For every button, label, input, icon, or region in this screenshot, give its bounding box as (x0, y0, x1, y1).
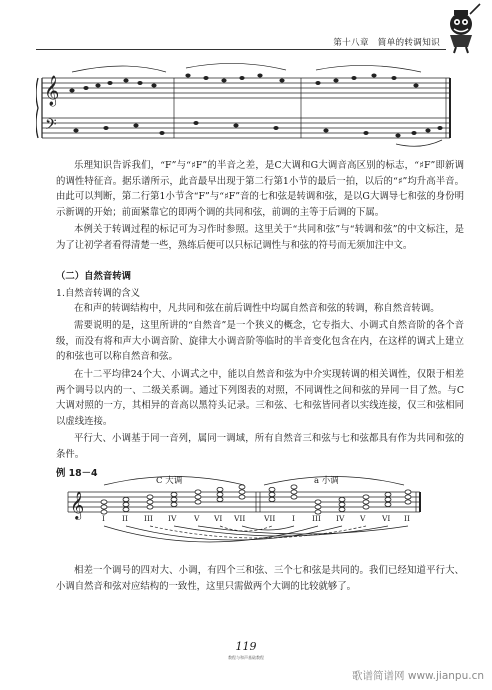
degree-label: II (122, 514, 128, 523)
paragraph-2: 本例关于转调过程的标记可为习作时参照。这里关于“共同和弦”与“转调和弦”的中文标注，是为了让初学者看得清楚一些，熟练后便可以只标记调性与和弦的符号而无须加注中文。 (56, 224, 464, 251)
key-label-a-minor: a 小调 (314, 476, 339, 486)
conductor-mascot-icon (440, 2, 482, 54)
page-header (0, 0, 492, 60)
svg-text:𝄞: 𝄞 (70, 491, 85, 519)
chapter-title: 第十八章 简单的转调知识 (333, 38, 440, 48)
degree-label: VII (234, 514, 246, 523)
degree-label: II (404, 514, 410, 523)
page-number: 119 (235, 640, 257, 653)
example-staff (64, 470, 424, 550)
section-heading: （二）自然音转调 (56, 271, 132, 282)
degree-label: I (292, 514, 295, 523)
score-top (36, 58, 456, 153)
degree-label: V (360, 514, 366, 523)
paragraph-3: 在和声的转调结构中，凡共同和弦在前后调性中均属自然音和弦的转调，称自然音转调。 (74, 303, 440, 314)
example-label: 例 18－4 (56, 468, 98, 479)
connecting-arcs (104, 526, 408, 542)
header-rule (36, 49, 446, 50)
imprint-text: 教程与和声基础教程 (228, 655, 264, 660)
paragraph-7: 相差一个调号的四对大、小调，有四个三和弦、三个七和弦是共同的。我们已经知道平行大、小调自然音和弦对应结构的一致性，这里只需做两个大调的比较就够了。 (56, 565, 464, 592)
sub-heading: 1.自然音转调的含义 (56, 288, 140, 299)
svg-text:𝄢: 𝄢 (45, 116, 57, 137)
grand-staff (36, 58, 456, 153)
svg-text:𝄞: 𝄞 (44, 76, 60, 106)
degree-label: VII (264, 514, 276, 523)
key-label-c-major: C 大调 (156, 476, 183, 486)
degree-label: III (144, 514, 153, 523)
degree-label: VI (214, 514, 223, 523)
paragraph-4: 需要说明的是，这里所讲的“自然音”是一个狭义的概念，它专指大、小调式自然音阶的各个音级，而没有将和声大小调音阶、旋律大小调音阶等临时的半音变化包含在内，在这样的调式上建立的和弦也可以称自然音和弦。 (56, 320, 464, 363)
degree-label: I (102, 514, 105, 523)
degree-label: IV (168, 514, 177, 523)
degree-label: IV (336, 514, 345, 523)
degree-label: III (312, 514, 321, 523)
degree-labels-a-minor (64, 514, 424, 526)
watermark: 歌谱简谱网 www.jianpu.cn (352, 670, 484, 682)
bass-notes (73, 121, 442, 138)
example-score (64, 470, 424, 550)
degree-label: VI (382, 514, 391, 523)
degree-label: V (194, 514, 200, 523)
paragraph-6: 平行大、小调基于同一音列，属同一调域，所有自然音三和弦与七和弦都具有作为共同和弦的条件。 (56, 433, 464, 460)
paragraph-1: 乐理知识告诉我们，“F”与“♯F”的半音之差，是C大调和G大调音高区别的标志，“♯F”即新调的调性特征音。据乐谱所示，此音最早出现于第二行第1小节的最后一拍，以后的“♯”均升高半音。由此可以判断，第二行第1小节含“F”与“♯F”音的七和弦是转调和弦，是以G大调导七和弦的身份明示新调的开始；前面紧靠它的即两个调的共同和弦，前调的主等于后调的下属。 (56, 160, 464, 218)
paragraph-5: 在十二平均律24个大、小调式之中，能以自然音和弦为中介实现转调的相关调性，仅限于相差两个调号以内的一、二级关系调。通过下列图表的对照，不同调性之间和弦的异同一目了然。与C大调对照的一方，其相异的音高以黑符头记录。三和弦、七和弦皆同者以实线连接，仅三和弦相同以虚线连接。 (56, 369, 464, 427)
